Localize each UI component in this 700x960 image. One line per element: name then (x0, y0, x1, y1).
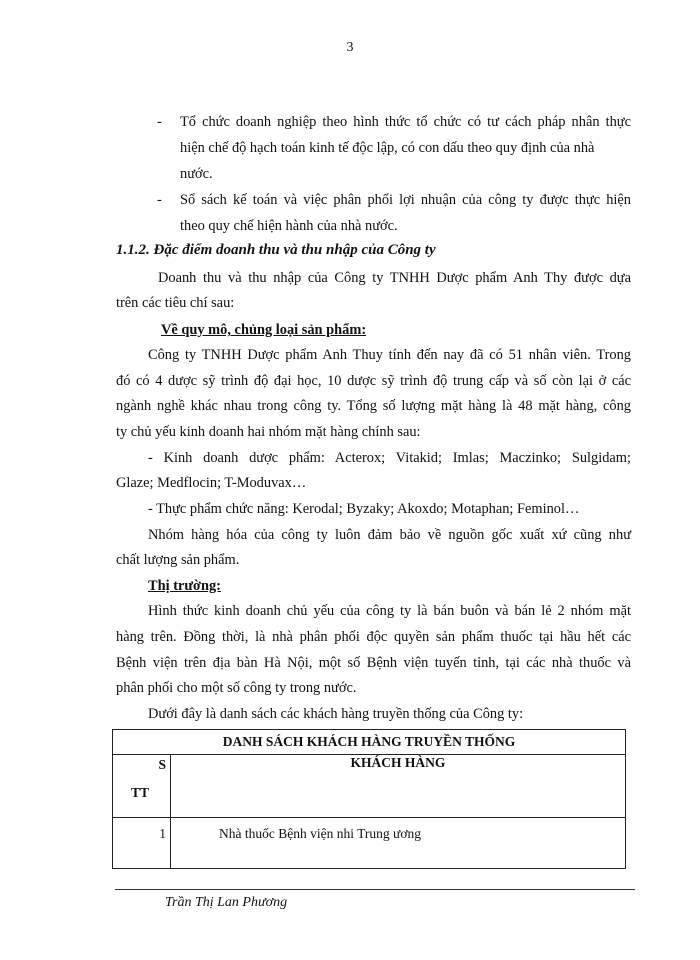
scale-line-1: Công ty TNHH Dược phẩm Anh Thuy tính đến nay đã có 51 nhân viên. Trong (148, 347, 631, 363)
footer-divider (115, 889, 635, 890)
stt-header-s: S (158, 757, 166, 772)
section-heading: 1.1.2. Đặc điểm doanh thu và thu nhập của Công ty (116, 242, 436, 258)
stt-header (113, 755, 171, 818)
bullet-1-line-2: hiện chế độ hạch toán kinh tế độc lập, có con dấu theo quy định của nhà (180, 140, 595, 156)
scale-line-3: ngành nghề khác nhau trong công ty. Tổng số lượng mặt hàng là 48 mặt hàng, công (116, 398, 631, 414)
bullet-2-line-1: Sổ sách kế toán và việc phân phối lợi nhuận của công ty được thực hiện (180, 192, 631, 208)
stt-header-tt: TT (131, 785, 150, 800)
footer-author: Trần Thị Lan Phương (165, 895, 288, 910)
bullet-1-line-1: Tổ chức doanh nghiệp theo hình thức tổ chức có tư cách pháp nhân thực (180, 114, 631, 130)
scale-heading: Về quy mô, chủng loại sản phẩm: (161, 322, 367, 338)
bullet-dash: - (157, 114, 162, 130)
product-list-1-line-1: - Kinh doanh dược phẩm: Acterox; Vitakid; Imlas; Maczinko; Sulgidam; (148, 450, 631, 466)
quality-line-2: chất lượng sản phẩm. (116, 552, 240, 568)
customer-header: KHÁCH HÀNG (171, 755, 626, 818)
bullet-1-line-3: nước. (180, 166, 213, 182)
scale-line-2: đó có 4 dược sỹ trình độ đại học, 10 dược sỹ trình độ trung cấp và số còn lại ở các (116, 373, 631, 389)
market-line-3: Bệnh viện trên địa bàn Hà Nội, một số Bệnh viện tuyến tỉnh, tại các nhà thuốc và (116, 655, 631, 671)
product-list-2: - Thực phẩm chức năng: Kerodal; Byzaky; Akoxdo; Motaphan; Feminol… (148, 501, 580, 517)
table-row (113, 818, 626, 869)
table-intro: Dưới đây là danh sách các khách hàng truyền thống của Công ty: (148, 706, 524, 722)
market-line-4: phân phối cho một số công ty trong nước. (116, 680, 357, 696)
quality-line-1: Nhóm hàng hóa của công ty luôn đảm bảo về nguồn gốc xuất xứ cũng như (148, 527, 631, 543)
market-line-1: Hình thức kinh doanh chủ yếu của công ty là bán buôn và bán lẻ 2 nhóm mặt (148, 603, 631, 619)
row-customer-name: Nhà thuốc Bệnh viện nhi Trung ương (171, 818, 626, 869)
market-line-2: hàng trên. Đồng thời, là nhà phân phối độc quyền sản phẩm thuốc tại hầu hết các (116, 629, 631, 645)
page-number: 3 (346, 40, 354, 55)
customer-table (112, 729, 626, 869)
bullet-2-line-2: theo quy chế hiện hành của nhà nước. (180, 218, 398, 234)
scale-line-4: ty chủ yếu kinh doanh hai nhóm mặt hàng chính sau: (116, 424, 421, 440)
market-heading: Thị trường: (148, 578, 221, 594)
intro-line-2: trên các tiêu chí sau: (116, 295, 235, 311)
product-list-1-line-2: Glaze; Medflocin; T-Moduvax… (116, 475, 307, 491)
bullet-dash: - (157, 192, 162, 208)
table-title: DANH SÁCH KHÁCH HÀNG TRUYỀN THỐNG (113, 730, 626, 755)
intro-line-1: Doanh thu và thu nhập của Công ty TNHH Dược phẩm Anh Thy được dựa (158, 270, 631, 286)
row-number: 1 (113, 818, 171, 869)
